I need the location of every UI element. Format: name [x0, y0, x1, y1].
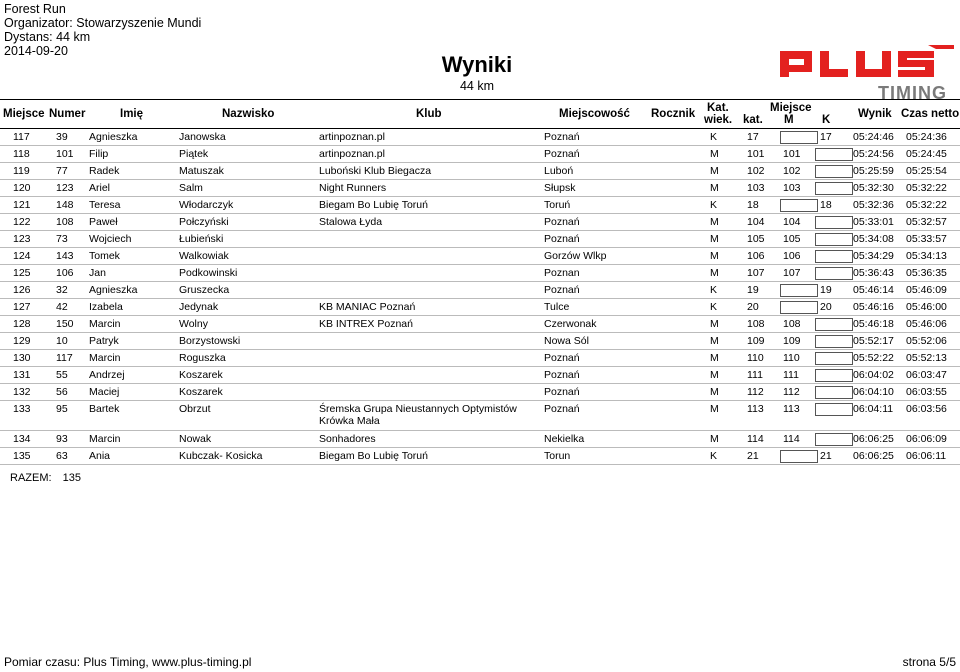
cell-first-name: Jan: [89, 267, 106, 279]
cell-sex: M: [710, 386, 719, 398]
cell-club: Biegam Bo Lubię Toruń: [319, 450, 428, 462]
cell-place: 135: [13, 450, 31, 462]
col-kat: Kat.: [707, 102, 729, 114]
cell-sex: M: [710, 182, 719, 194]
cell-result: 05:46:18: [853, 318, 894, 330]
table-row: [0, 401, 960, 431]
event-date: 2014-09-20: [4, 44, 68, 58]
cell-first-name: Radek: [89, 165, 120, 177]
cell-place-k: 21: [820, 450, 832, 462]
cell-net-time: 06:03:56: [906, 403, 947, 415]
cell-number: 150: [56, 318, 74, 330]
cell-category-place: 107: [747, 267, 765, 279]
cell-first-name: Andrzej: [89, 369, 125, 381]
cell-place: 122: [13, 216, 31, 228]
cell-result: 05:34:08: [853, 233, 894, 245]
cell-result: 06:04:02: [853, 369, 894, 381]
cell-net-time: 06:06:11: [906, 450, 947, 462]
cell-sex: M: [710, 369, 719, 381]
cell-category-place: 110: [747, 352, 764, 364]
cell-club: KB MANIAC Poznań: [319, 301, 416, 313]
cell-net-time: 05:33:57: [906, 233, 947, 245]
place-m-empty-box: [780, 199, 818, 212]
cell-place-k: 17: [820, 131, 832, 143]
table-row: [0, 282, 960, 299]
cell-last-name: Łubieński: [179, 233, 224, 245]
cell-city: Poznań: [544, 148, 580, 160]
table-row: [0, 129, 960, 146]
logo-plus-word: [780, 45, 954, 77]
cell-place: 124: [13, 250, 31, 262]
cell-place: 123: [13, 233, 31, 245]
table-header: [0, 100, 960, 128]
cell-first-name: Ariel: [89, 182, 111, 194]
cell-last-name: Koszarek: [179, 386, 223, 398]
cell-place: 127: [13, 301, 31, 313]
cell-result: 05:46:14: [853, 284, 894, 296]
cell-place-m: 104: [783, 216, 801, 228]
col-rocznik: Rocznik: [651, 108, 696, 120]
col-imie: Imię: [120, 108, 144, 120]
cell-number: 10: [56, 335, 68, 347]
cell-first-name: Maciej: [89, 386, 120, 398]
cell-category-place: 113: [747, 403, 764, 415]
cell-net-time: 05:46:09: [906, 284, 947, 296]
place-m-empty-box: [780, 131, 818, 144]
table-row: [0, 384, 960, 401]
table-row: [0, 333, 960, 350]
cell-place: 118: [13, 148, 30, 160]
cell-result: 05:52:17: [853, 335, 894, 347]
place-k-empty-box: [815, 250, 853, 263]
cell-result: 05:24:56: [853, 148, 894, 160]
cell-result: 05:25:59: [853, 165, 894, 177]
cell-last-name: Obrzut: [179, 403, 211, 415]
cell-club: Śremska Grupa Nieustannych Optymistów Krówka Mała: [319, 403, 517, 427]
cell-first-name: Teresa: [89, 199, 121, 211]
cell-result: 05:24:46: [853, 131, 894, 143]
col-miejsce: Miejsce: [3, 108, 45, 120]
table-row: [0, 265, 960, 282]
cell-result: 05:34:29: [853, 250, 894, 262]
cell-category-place: 21: [747, 450, 759, 462]
cell-category-place: 102: [747, 165, 765, 177]
cell-last-name: Walkowiak: [179, 250, 229, 262]
logo-timing-word: TIMING: [878, 83, 947, 103]
cell-sex: K: [710, 131, 718, 143]
cell-net-time: 05:52:06: [906, 335, 947, 347]
cell-number: 148: [56, 199, 74, 211]
cell-category-place: 114: [747, 433, 764, 445]
cell-last-name: Gruszecka: [179, 284, 230, 296]
col-wiek: wiek.: [704, 114, 733, 126]
place-k-empty-box: [815, 233, 853, 246]
cell-net-time: 06:03:55: [906, 386, 947, 398]
cell-number: 77: [56, 165, 68, 177]
cell-city: Czerwonak: [544, 318, 597, 330]
cell-last-name: Matuszak: [179, 165, 224, 177]
cell-sex: M: [710, 335, 719, 347]
cell-result: 06:06:25: [853, 450, 894, 462]
cell-net-time: 05:32:22: [906, 182, 947, 194]
cell-last-name: Janowska: [179, 131, 226, 143]
cell-last-name: Salm: [179, 182, 203, 194]
total-label: RAZEM:: [10, 472, 52, 484]
cell-number: 106: [56, 267, 74, 279]
cell-place-k: 19: [820, 284, 832, 296]
cell-last-name: Nowak: [179, 433, 212, 445]
cell-number: 73: [56, 233, 68, 245]
place-k-empty-box: [815, 369, 853, 382]
cell-club: Night Runners: [319, 182, 387, 194]
cell-first-name: Bartek: [89, 403, 120, 415]
cell-club: artinpoznan.pl: [319, 148, 385, 160]
cell-number: 117: [56, 352, 73, 364]
cell-net-time: 05:46:06: [906, 318, 947, 330]
cell-last-name: Koszarek: [179, 369, 223, 381]
col-numer: Numer: [49, 108, 86, 120]
cell-place: 132: [13, 386, 31, 398]
cell-last-name: Kubczak- Kosicka: [179, 450, 263, 462]
cell-number: 55: [56, 369, 68, 381]
col-czas-netto: Czas netto: [901, 108, 960, 120]
cell-sex: M: [710, 165, 719, 177]
cell-net-time: 06:03:47: [906, 369, 947, 381]
cell-place-m: 108: [783, 318, 801, 330]
cell-city: Nekielka: [544, 433, 585, 445]
table-row: [0, 367, 960, 384]
cell-club: KB INTREX Poznań: [319, 318, 413, 330]
cell-club: Sonhadores: [319, 433, 376, 445]
place-k-empty-box: [815, 352, 853, 365]
cell-net-time: 05:24:36: [906, 131, 947, 143]
event-info: [4, 2, 201, 58]
place-k-empty-box: [815, 335, 853, 348]
cell-club: Luboński Klub Biegacza: [319, 165, 432, 177]
cell-first-name: Marcin: [89, 433, 121, 445]
cell-number: 108: [56, 216, 74, 228]
cell-category-place: 19: [747, 284, 759, 296]
cell-city: Poznań: [544, 403, 580, 415]
place-k-empty-box: [815, 386, 853, 399]
cell-city: Poznań: [544, 284, 580, 296]
table-row: [0, 146, 960, 163]
cell-first-name: Paweł: [89, 216, 118, 228]
cell-first-name: Agnieszka: [89, 284, 138, 296]
cell-sex: M: [710, 233, 719, 245]
cell-city: Nowa Sól: [544, 335, 589, 347]
col-k: K: [822, 114, 831, 126]
cell-place: 130: [13, 352, 31, 364]
cell-number: 63: [56, 450, 68, 462]
cell-city: Słupsk: [544, 182, 576, 194]
cell-place: 117: [13, 131, 30, 143]
cell-place: 126: [13, 284, 31, 296]
cell-category-place: 108: [747, 318, 765, 330]
cell-club: artinpoznan.pl: [319, 131, 385, 143]
total-summary: [10, 472, 81, 484]
table-row: [0, 231, 960, 248]
total-value: 135: [62, 472, 81, 484]
cell-sex: K: [710, 301, 718, 313]
cell-sex: M: [710, 216, 719, 228]
cell-sex: M: [710, 352, 719, 364]
cell-city: Poznań: [544, 216, 580, 228]
cell-last-name: Wolny: [179, 318, 208, 330]
results-table-body: [0, 129, 960, 465]
cell-net-time: 05:32:22: [906, 199, 947, 211]
cell-place: 128: [13, 318, 31, 330]
place-k-empty-box: [815, 165, 853, 178]
cell-category-place: 101: [747, 148, 765, 160]
cell-first-name: Agnieszka: [89, 131, 138, 143]
cell-place-k: 20: [820, 301, 832, 313]
table-row: [0, 180, 960, 197]
place-k-empty-box: [815, 216, 853, 229]
cell-place: 125: [13, 267, 31, 279]
cell-place-m: 111: [783, 369, 799, 381]
cell-first-name: Marcin: [89, 352, 121, 364]
cell-place-m: 102: [783, 165, 801, 177]
cell-last-name: Jedynak: [179, 301, 219, 313]
cell-last-name: Podkowinski: [179, 267, 238, 279]
cell-place-m: 107: [783, 267, 801, 279]
cell-city: Poznań: [544, 369, 580, 381]
cell-first-name: Filip: [89, 148, 109, 160]
table-row: [0, 448, 960, 465]
cell-result: 05:32:36: [853, 199, 894, 211]
cell-city: Gorzów Wlkp: [544, 250, 607, 262]
cell-city: Tulce: [544, 301, 570, 313]
cell-category-place: 17: [747, 131, 759, 143]
cell-place: 133: [13, 403, 31, 415]
cell-last-name: Roguszka: [179, 352, 226, 364]
cell-result: 05:32:30: [853, 182, 894, 194]
place-k-empty-box: [815, 267, 853, 280]
cell-sex: M: [710, 148, 719, 160]
place-k-empty-box: [815, 182, 853, 195]
cell-sex: M: [710, 267, 719, 279]
cell-place: 121: [13, 199, 31, 211]
cell-last-name: Włodarczyk: [179, 199, 234, 211]
place-m-empty-box: [780, 284, 818, 297]
cell-category-place: 20: [747, 301, 759, 313]
col-wynik: Wynik: [858, 108, 892, 120]
col-nazwisko: Nazwisko: [222, 108, 275, 120]
cell-place-m: 112: [783, 386, 800, 398]
cell-net-time: 05:46:00: [906, 301, 947, 313]
cell-result: 05:52:22: [853, 352, 894, 364]
cell-sex: K: [710, 284, 718, 296]
table-row: [0, 431, 960, 448]
table-row: [0, 248, 960, 265]
cell-club: Biegam Bo Lubię Toruń: [319, 199, 428, 211]
cell-category-place: 18: [747, 199, 759, 211]
cell-last-name: Połczyński: [179, 216, 229, 228]
cell-sex: M: [710, 433, 719, 445]
page-subtitle: 44 km: [459, 79, 495, 93]
cell-net-time: 06:06:09: [906, 433, 947, 445]
cell-number: 95: [56, 403, 68, 415]
cell-place: 134: [13, 433, 31, 445]
cell-place-m: 110: [783, 352, 800, 364]
cell-sex: M: [710, 318, 719, 330]
cell-place-m: 113: [783, 403, 800, 415]
footer-credit: Pomiar czasu: Plus Timing, www.plus-timing.pl: [4, 655, 252, 669]
place-m-empty-box: [780, 450, 818, 463]
table-row: [0, 350, 960, 367]
cell-city: Poznan: [544, 267, 580, 279]
cell-number: 42: [56, 301, 68, 313]
place-k-empty-box: [815, 318, 853, 331]
cell-last-name: Piątek: [179, 148, 209, 160]
cell-net-time: 05:25:54: [906, 165, 947, 177]
cell-result: 05:36:43: [853, 267, 894, 279]
cell-number: 143: [56, 250, 74, 262]
cell-city: Torun: [544, 450, 571, 462]
cell-first-name: Izabela: [89, 301, 123, 313]
cell-place-m: 114: [783, 433, 800, 445]
cell-place-m: 106: [783, 250, 801, 262]
cell-place: 129: [13, 335, 31, 347]
cell-place: 131: [13, 369, 31, 381]
cell-result: 06:04:11: [853, 403, 894, 415]
table-row: [0, 197, 960, 214]
cell-category-place: 112: [747, 386, 764, 398]
cell-result: 05:33:01: [853, 216, 894, 228]
cell-category-place: 103: [747, 182, 765, 194]
cell-sex: K: [710, 450, 718, 462]
cell-number: 101: [56, 148, 74, 160]
event-distance: Dystans: 44 km: [4, 30, 91, 44]
cell-place-m: 103: [783, 182, 801, 194]
cell-place-m: 101: [783, 148, 801, 160]
cell-net-time: 05:34:13: [906, 250, 947, 262]
cell-number: 123: [56, 182, 74, 194]
cell-number: 39: [56, 131, 68, 143]
cell-number: 56: [56, 386, 68, 398]
cell-category-place: 109: [747, 335, 765, 347]
col-kat-short: kat.: [743, 114, 763, 126]
cell-first-name: Marcin: [89, 318, 121, 330]
event-organizer: Organizator: Stowarzyszenie Mundi: [4, 16, 202, 30]
cell-city: Poznań: [544, 386, 580, 398]
table-row: [0, 163, 960, 180]
cell-first-name: Tomek: [89, 250, 120, 262]
cell-result: 06:04:10: [853, 386, 894, 398]
cell-category-place: 105: [747, 233, 765, 245]
cell-net-time: 05:52:13: [906, 352, 947, 364]
cell-city: Poznań: [544, 131, 580, 143]
cell-net-time: 05:36:35: [906, 267, 947, 279]
cell-result: 06:06:25: [853, 433, 894, 445]
cell-city: Luboń: [544, 165, 574, 177]
cell-sex: K: [710, 199, 718, 211]
cell-place-k: 18: [820, 199, 832, 211]
table-row: [0, 316, 960, 333]
table-row: [0, 299, 960, 316]
cell-category-place: 111: [747, 369, 763, 381]
cell-club: Stalowa Łyda: [319, 216, 383, 228]
col-klub: Klub: [416, 108, 442, 120]
cell-place-m: 109: [783, 335, 801, 347]
col-m: M: [784, 114, 794, 126]
cell-place-m: 105: [783, 233, 801, 245]
cell-net-time: 05:24:45: [906, 148, 947, 160]
event-name: Forest Run: [4, 2, 66, 16]
title-block: [380, 52, 574, 94]
plus-timing-logo: [778, 45, 954, 103]
cell-place: 119: [13, 165, 30, 177]
cell-city: Poznań: [544, 352, 580, 364]
footer-page-number: strona 5/5: [902, 655, 956, 669]
cell-first-name: Patryk: [89, 335, 119, 347]
cell-sex: M: [710, 403, 719, 415]
place-k-empty-box: [815, 148, 853, 161]
cell-city: Poznań: [544, 233, 580, 245]
cell-first-name: Wojciech: [89, 233, 132, 245]
cell-category-place: 106: [747, 250, 765, 262]
cell-sex: M: [710, 250, 719, 262]
cell-last-name: Borzystowski: [179, 335, 241, 347]
cell-city: Toruń: [544, 199, 571, 211]
page-title: Wyniki: [441, 52, 513, 77]
place-m-empty-box: [780, 301, 818, 314]
cell-number: 32: [56, 284, 68, 296]
place-k-empty-box: [815, 433, 853, 446]
cell-number: 93: [56, 433, 68, 445]
place-k-empty-box: [815, 403, 853, 416]
cell-first-name: Ania: [89, 450, 111, 462]
table-row: [0, 214, 960, 231]
col-miejsce-group: Miejsce: [770, 102, 812, 114]
cell-net-time: 05:32:57: [906, 216, 947, 228]
col-miejscowosc: Miejscowość: [559, 108, 630, 120]
cell-result: 05:46:16: [853, 301, 894, 313]
cell-category-place: 104: [747, 216, 765, 228]
cell-place: 120: [13, 182, 31, 194]
